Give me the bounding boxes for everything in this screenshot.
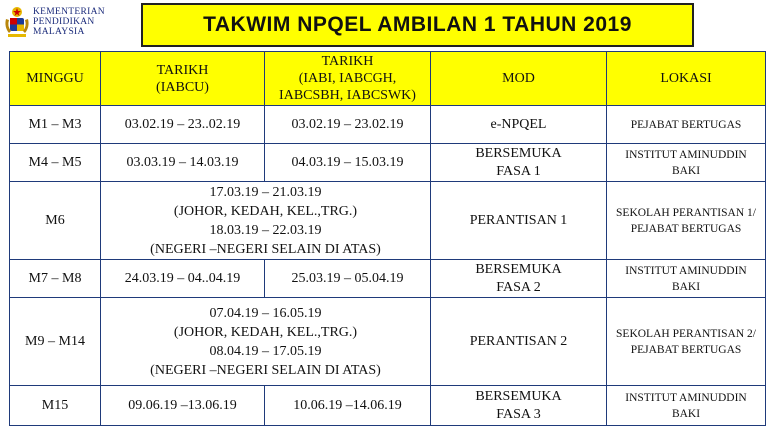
header-mod: MOD bbox=[431, 52, 607, 106]
cell-lokasi bbox=[607, 386, 766, 426]
mod-line-2: FASA 2 bbox=[496, 279, 541, 295]
tarikh-line-2: (JOHOR, KEDAH, KEL.,TRG.) bbox=[173, 203, 358, 219]
cell-minggu: M15 bbox=[10, 386, 101, 426]
logo-line-1: KEMENTERIAN bbox=[33, 7, 105, 17]
lokasi-line-1: INSTITUT AMINUDDIN BAKI bbox=[625, 391, 747, 420]
lokasi-line-1: SEKOLAH PERANTISAN 2/ bbox=[616, 327, 756, 340]
lokasi-line-1: PEJABAT BERTUGAS bbox=[630, 118, 742, 131]
mod-line-1: PERANTISAN 1 bbox=[469, 212, 568, 228]
cell-tarikh-iabcu: 03.03.19 – 14.03.19 bbox=[101, 144, 265, 182]
table-row bbox=[10, 182, 766, 260]
coat-of-arms-icon bbox=[4, 5, 30, 39]
table-row bbox=[10, 106, 766, 144]
schedule-table bbox=[9, 51, 766, 426]
cell-lokasi bbox=[607, 298, 766, 386]
cell-mod bbox=[431, 298, 607, 386]
mod-line-2: FASA 3 bbox=[496, 406, 541, 422]
table-row bbox=[10, 386, 766, 426]
cell-tarikh-iabcu: 24.03.19 – 04..04.19 bbox=[101, 260, 265, 298]
cell-mod bbox=[431, 144, 607, 182]
table-row bbox=[10, 260, 766, 298]
cell-mod bbox=[431, 260, 607, 298]
page-title: TAKWIM NPQEL AMBILAN 1 TAHUN 2019 bbox=[203, 13, 632, 36]
cell-tarikh-others: 25.03.19 – 05.04.19 bbox=[265, 260, 431, 298]
header-tarikh-iabcu bbox=[101, 52, 265, 106]
cell-tarikh-merged bbox=[101, 182, 431, 260]
cell-tarikh-others: 10.06.19 –14.06.19 bbox=[265, 386, 431, 426]
cell-tarikh-others: 03.02.19 – 23.02.19 bbox=[265, 106, 431, 144]
cell-lokasi bbox=[607, 260, 766, 298]
table-row bbox=[10, 144, 766, 182]
header-row bbox=[10, 52, 766, 106]
cell-lokasi bbox=[607, 106, 766, 144]
cell-minggu: M6 bbox=[10, 182, 101, 260]
header-tarikh-others bbox=[265, 52, 431, 106]
title-banner bbox=[141, 3, 694, 47]
tarikh-line-4: (NEGERI –NEGERI SELAIN DI ATAS) bbox=[150, 241, 381, 257]
mod-line-2: FASA 1 bbox=[496, 163, 541, 179]
logo-line-3: MALAYSIA bbox=[33, 27, 85, 37]
cell-minggu: M4 – M5 bbox=[10, 144, 101, 182]
cell-tarikh-iabcu: 03.02.19 – 23..02.19 bbox=[101, 106, 265, 144]
cell-mod bbox=[431, 106, 607, 144]
mod-line-1: BERSEMUKA bbox=[475, 261, 562, 277]
cell-tarikh-others: 04.03.19 – 15.03.19 bbox=[265, 144, 431, 182]
header-tarikh-groups: (IABI, IABCGH, bbox=[298, 71, 397, 86]
cell-lokasi bbox=[607, 144, 766, 182]
ministry-name bbox=[33, 7, 105, 37]
header-tarikh-label: TARIKH bbox=[156, 62, 209, 78]
tarikh-line-3: 18.03.19 – 22.03.19 bbox=[209, 222, 322, 238]
header-lokasi: LOKASI bbox=[607, 52, 766, 106]
mod-line-1: e-NPQEL bbox=[490, 116, 547, 132]
cell-mod bbox=[431, 182, 607, 260]
mod-line-1: PERANTISAN 2 bbox=[469, 333, 568, 349]
tarikh-line-2: (JOHOR, KEDAH, KEL.,TRG.) bbox=[173, 324, 358, 340]
cell-minggu: M9 – M14 bbox=[10, 298, 101, 386]
cell-minggu: M7 – M8 bbox=[10, 260, 101, 298]
header-minggu: MINGGU bbox=[10, 52, 101, 106]
cell-lokasi bbox=[607, 182, 766, 260]
mod-line-1: BERSEMUKA bbox=[475, 145, 562, 161]
lokasi-line-2: PEJABAT BERTUGAS bbox=[630, 222, 742, 235]
ministry-logo bbox=[4, 2, 149, 42]
cell-mod bbox=[431, 386, 607, 426]
lokasi-line-1: SEKOLAH PERANTISAN 1/ bbox=[616, 206, 756, 219]
lokasi-line-1: INSTITUT AMINUDDIN BAKI bbox=[625, 148, 747, 177]
lokasi-line-1: INSTITUT AMINUDDIN BAKI bbox=[625, 264, 747, 293]
header-tarikh-groups: IABCSBH, IABCSWK) bbox=[279, 88, 416, 103]
tarikh-line-4: (NEGERI –NEGERI SELAIN DI ATAS) bbox=[150, 362, 381, 378]
cell-minggu: M1 – M3 bbox=[10, 106, 101, 144]
tarikh-line-1: 07.04.19 – 16.05.19 bbox=[209, 305, 322, 321]
mod-line-1: BERSEMUKA bbox=[475, 388, 562, 404]
cell-tarikh-iabcu: 09.06.19 –13.06.19 bbox=[101, 386, 265, 426]
table-row bbox=[10, 298, 766, 386]
logo-line-2: PENDIDIKAN bbox=[33, 17, 95, 27]
header-tarikh-groups: (IABCU) bbox=[156, 79, 209, 95]
tarikh-line-3: 08.04.19 – 17.05.19 bbox=[209, 343, 322, 359]
tarikh-line-1: 17.03.19 – 21.03.19 bbox=[209, 184, 322, 200]
lokasi-line-2: PEJABAT BERTUGAS bbox=[630, 343, 742, 356]
cell-tarikh-merged bbox=[101, 298, 431, 386]
header-tarikh-label: TARIKH bbox=[321, 54, 374, 69]
